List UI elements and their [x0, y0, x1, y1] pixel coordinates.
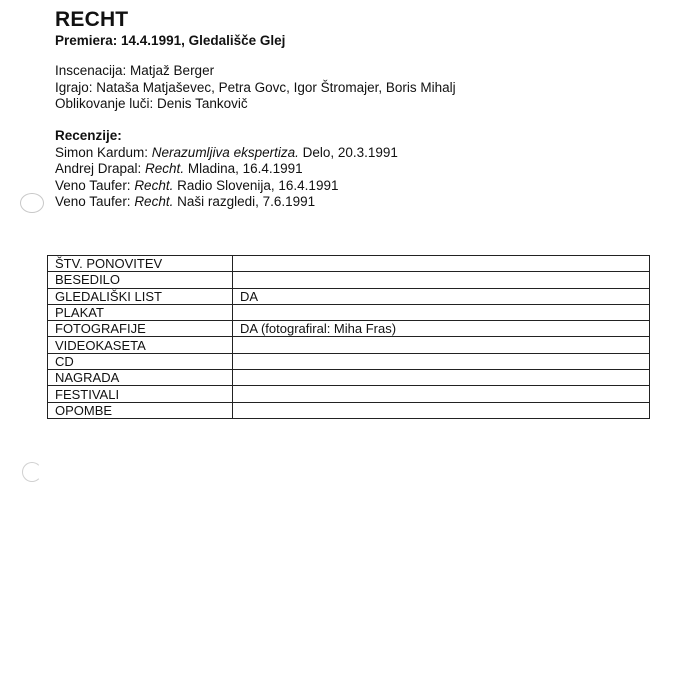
premiere-info: Premiera: 14.4.1991, Gledališče Glej [55, 33, 286, 48]
row-label: VIDEOKASETA [48, 337, 233, 353]
review-work: Nerazumljiva ekspertiza. [151, 144, 299, 160]
table-row [48, 321, 650, 337]
row-label: BESEDILO [48, 272, 233, 288]
row-label: NAGRADA [48, 370, 233, 386]
table-row [48, 256, 650, 272]
review-item [55, 161, 398, 178]
row-value [233, 353, 650, 369]
review-item [55, 178, 398, 195]
punch-hole-mark [22, 462, 42, 482]
review-source: Delo, 20.3.1991 [298, 144, 398, 160]
review-work: Recht. [145, 161, 185, 176]
row-label: GLEDALIŠKI LIST [48, 288, 233, 304]
reviews-heading: Recenzije: [55, 128, 122, 143]
row-value: DA (fotografiral: Miha Fras) [233, 321, 650, 337]
table-row [48, 272, 650, 288]
row-value [233, 402, 650, 418]
table-row [48, 304, 650, 320]
table-row [48, 337, 650, 353]
table-row [48, 353, 650, 369]
table-row [48, 370, 650, 386]
row-label: OPOMBE [48, 402, 233, 418]
review-source: Naši razgledi, 7.6.1991 [173, 194, 316, 209]
punch-hole-mark [20, 193, 44, 213]
review-work: Recht. [134, 194, 174, 209]
row-value [233, 386, 650, 402]
document-title: RECHT [55, 8, 129, 31]
row-label: CD [48, 353, 233, 369]
table-row [48, 386, 650, 402]
review-work: Recht. [134, 177, 174, 193]
row-label: PLAKAT [48, 304, 233, 320]
credit-line-cast: Igrajo: Nataša Matjaševec, Petra Govc, Igor Štromajer, Boris Mihalj [55, 79, 456, 95]
row-value [233, 272, 650, 288]
review-author: Veno Taufer: [55, 177, 135, 193]
table-row [48, 288, 650, 304]
row-value: DA [233, 288, 650, 304]
row-label: ŠTV. PONOVITEV [48, 256, 233, 272]
credit-line-staging: Inscenacija: Matjaž Berger [55, 63, 215, 78]
production-info-table [47, 255, 650, 419]
review-author: Simon Kardum: [55, 144, 152, 160]
review-author: Andrej Drapal: [55, 161, 146, 176]
row-value [233, 304, 650, 320]
row-label: FESTIVALI [48, 386, 233, 402]
row-value [233, 256, 650, 272]
table-row [48, 402, 650, 418]
credits-block [55, 63, 456, 113]
row-label: FOTOGRAFIJE [48, 321, 233, 337]
review-source: Radio Slovenija, 16.4.1991 [173, 177, 339, 193]
row-value [233, 370, 650, 386]
review-source: Mladina, 16.4.1991 [184, 161, 303, 176]
reviews-block [55, 128, 398, 211]
review-item [55, 194, 398, 211]
credit-line-lighting: Oblikovanje luči: Denis Tankovič [55, 96, 248, 111]
review-author: Veno Taufer: [55, 194, 135, 209]
review-item [55, 145, 398, 162]
row-value [233, 337, 650, 353]
